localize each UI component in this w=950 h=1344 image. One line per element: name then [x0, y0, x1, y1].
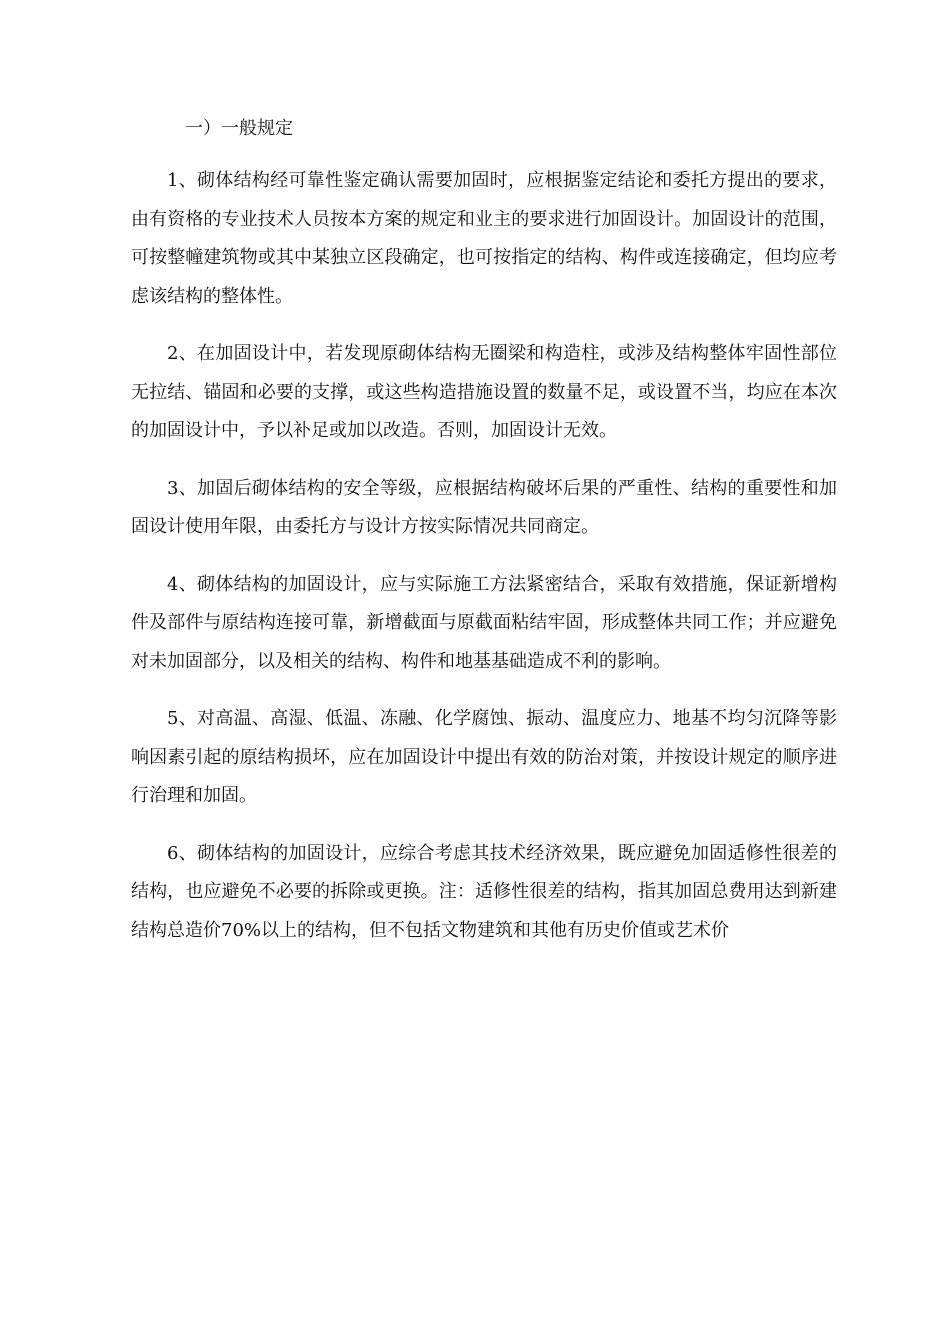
paragraph-3: 3、加固后砌体结构的安全等级，应根据结构破坏后果的严重性、结构的重要性和加固设计使用年限，由委托方与设计方按实际情况共同商定。: [131, 477, 837, 537]
paragraph-6: 6、砌体结构的加固设计，应综合考虑其技术经济效果，既应避免加固适修性很差的结构，也应避免不必要的拆除或更换。注：适修性很差的结构，指其加固总费用达到新建结构总造价70%以上的结构，但不包括文物建筑和其他有历史价值或艺术价: [131, 842, 837, 941]
paragraph-4: 4、砌体结构的加固设计，应与实际施工方法紧密结合，采取有效措施，保证新增构件及部件与原结构连接可靠，新增截面与原截面粘结牢固，形成整体共同工作；并应避免对未加固部分，以及相关的结构、构件和地基基础造成不利的影响。: [131, 573, 837, 672]
paragraph-2: 2、在加固设计中，若发现原砌体结构无圈梁和构造柱，或涉及结构整体牢固性部位无拉结、锚固和必要的支撑，或这些构造措施设置的数量不足，或设置不当，均应在本次的加固设计中，予以补足或加以改造。否则，加固设计无效。: [131, 343, 837, 441]
paragraph-5: 5、对高温、高湿、低温、冻融、化学腐蚀、振动、温度应力、地基不均匀沉降等影响因素引起的原结构损坏，应在加固设计中提出有效的防治对策，并按设计规定的顺序进行治理和加固。: [131, 708, 837, 806]
section-heading: 一）一般规定: [185, 118, 293, 139]
document-body: [131, 114, 837, 969]
paragraph-1: 1、砌体结构经可靠性鉴定确认需要加固时，应根据鉴定结论和委托方提出的要求，由有资格的专业技术人员按本方案的规定和业主的要求进行加固设计。加固设计的范围，可按整幢建筑物或其中某独立区段确定，也可按指定的结构、构件或连接确定，但均应考虑该结构的整体性。: [131, 170, 837, 307]
